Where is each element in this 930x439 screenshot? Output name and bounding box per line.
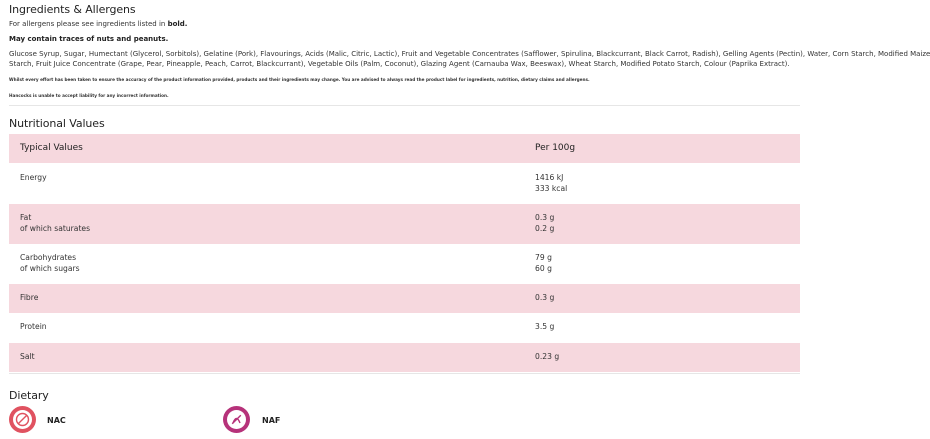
ingredients-title: Ingredients & Allergens <box>9 3 136 16</box>
nutrient-value-secondary: 333 kcal <box>535 183 568 193</box>
liability-text: Hancocks is unable to accept liability for any incorrect information. <box>9 93 169 98</box>
dietary-badge-label-nac: NAC <box>47 416 66 425</box>
section-divider <box>9 105 800 106</box>
no-artificial-colours-icon <box>9 406 36 433</box>
nutrition-header-row <box>9 134 800 163</box>
nutrient-value-primary: 79 g <box>535 253 552 262</box>
nutrient-label: Salt <box>20 352 35 361</box>
ingredients-list <box>9 50 930 69</box>
nutrition-row-fibre <box>9 284 800 313</box>
nutrient-label-primary: Carbohydrates <box>20 253 77 262</box>
nutrient-label-primary: Fat <box>20 213 32 222</box>
badge-graphic <box>223 406 250 433</box>
disclaimer-text: Whilst every effort has been taken to ensure the accuracy of the product information provided, products and their ingredients may change. You are advised to always read the product label for ingredients, nutrition, dietary claims and allergens. <box>9 77 590 82</box>
section-divider <box>9 373 800 374</box>
nutrient-value: 3.5 g <box>535 322 555 331</box>
nutrient-label <box>20 213 90 234</box>
nutrient-value-primary: 1416 kJ <box>535 173 564 182</box>
nutrition-row-protein <box>9 313 800 343</box>
ingredients-line-2: Starch, Fruit Juice Concentrate (Grape, Pear, Pineapple, Peach, Carrot, Blackcurrant), Vegetable Oils (Palm, Coconut), Glazing Agent (Carnauba Wax, Beeswax), Wheat Starch, Modified Potato Starch, Colour (Paprika Extract). <box>9 59 790 68</box>
no-artificial-flavours-icon <box>223 406 250 433</box>
may-contain-text: May contain traces of nuts and peanuts. <box>9 35 169 43</box>
nutrient-value-primary: 0.3 g <box>535 213 555 222</box>
dietary-title: Dietary <box>9 389 49 402</box>
may-contain-note <box>9 35 168 43</box>
nutrient-label-secondary: of which sugars <box>20 263 80 273</box>
nutrient-value <box>535 213 554 234</box>
nutrition-row-energy <box>9 163 800 204</box>
nutrient-value-secondary: 60 g <box>535 263 552 273</box>
nutrition-row-fat <box>9 204 800 244</box>
nutrient-label-secondary: of which saturates <box>20 223 91 233</box>
per-100g-header: Per 100g <box>535 143 576 153</box>
allergen-note-text: For allergens please see ingredients listed in <box>9 20 168 28</box>
nutrient-value: 0.23 g <box>535 352 560 361</box>
nutrient-label: Protein <box>20 322 47 331</box>
typical-values-header: Typical Values <box>20 143 83 153</box>
nutrition-row-carbohydrates <box>9 244 800 284</box>
badge-graphic <box>9 406 36 433</box>
allergen-note <box>9 20 187 28</box>
allergen-note-bold: bold. <box>167 20 188 28</box>
nutrient-value-secondary: 0.2 g <box>535 223 555 233</box>
nutrient-value <box>535 173 567 194</box>
nutrient-label <box>20 253 80 274</box>
ingredients-line-1: Glucose Syrup, Sugar, Humectant (Glycerol, Sorbitols), Gelatine (Pork), Flavourings, Acids (Malic, Citric, Lactic), Fruit and Vegetable Concentrates (Safflower, Spirulina, Blackcurrant, Black Carrot, Radish), Gelling Agents (Pectin), Water, Corn Starch, Modified Maize <box>9 50 930 58</box>
nutrition-row-salt <box>9 343 800 372</box>
nutrition-title: Nutritional Values <box>9 117 105 130</box>
nutrient-label: Fibre <box>20 293 39 302</box>
dietary-badge-label-naf: NAF <box>262 416 281 425</box>
nutrient-label: Energy <box>20 173 47 182</box>
nutrient-value: 0.3 g <box>535 293 555 302</box>
nutrient-value <box>535 253 552 274</box>
